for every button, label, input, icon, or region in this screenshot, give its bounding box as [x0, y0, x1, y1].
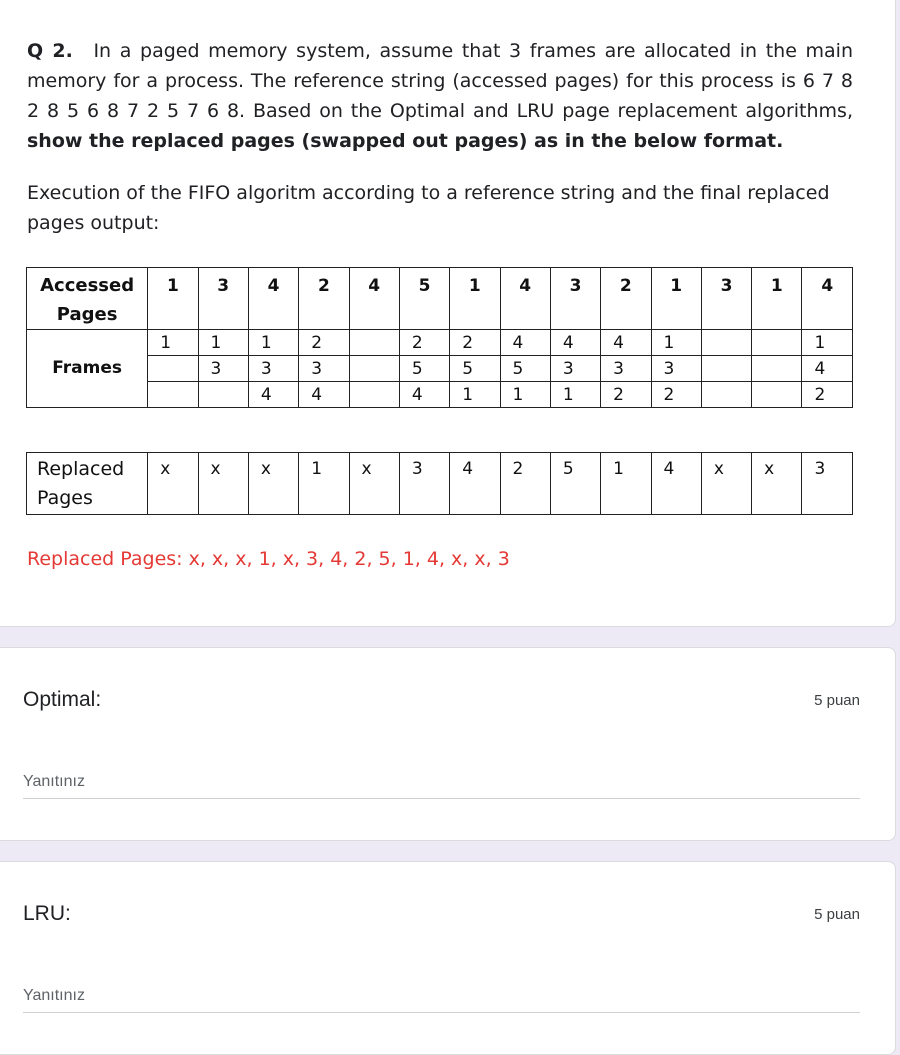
fifo-table	[26, 267, 853, 408]
optimal-question-card	[0, 647, 896, 841]
frame-cell: 2	[299, 330, 349, 356]
replaced-page-cell: 4	[651, 453, 701, 515]
frame-cell: 3	[198, 356, 248, 382]
lru-title: LRU:	[23, 902, 71, 925]
frame-cell: 4	[399, 382, 449, 408]
frame-cell	[752, 330, 802, 356]
frame-cell: 3	[550, 356, 600, 382]
frame-cell	[198, 382, 248, 408]
replaced-page-cell: x	[148, 453, 198, 515]
frame-cell	[701, 330, 751, 356]
replaced-page-cell: x	[198, 453, 248, 515]
frame-cell: 5	[399, 356, 449, 382]
optimal-answer-input[interactable]	[23, 765, 860, 799]
replaced-pages-table	[26, 452, 853, 515]
frame-cell	[752, 382, 802, 408]
frame-cell: 4	[248, 382, 298, 408]
lru-question-card	[0, 861, 896, 1055]
lru-points: 5 puan	[814, 906, 860, 923]
fifo-subheading: Execution of the FIFO algoritm according to a reference string and the final replaced pages output:	[27, 182, 830, 234]
replaced-pages-answer: Replaced Pages: x, x, x, 1, x, 3, 4, 2, 5, 1, 4, x, x, 3	[27, 548, 510, 570]
frame-cell: 1	[198, 330, 248, 356]
frame-cell	[349, 356, 399, 382]
frames-label: Frames	[27, 330, 148, 408]
frame-cell: 4	[500, 330, 550, 356]
frame-cell: 2	[651, 382, 701, 408]
accessed-page-cell: 5	[399, 268, 449, 330]
accessed-page-cell: 4	[802, 268, 853, 330]
frame-cell	[148, 382, 198, 408]
replaced-pages-label: Replaced Pages	[27, 453, 148, 515]
accessed-page-cell: 4	[248, 268, 298, 330]
question-bold-instruction: show the replaced pages (swapped out pages) as in the below format.	[27, 130, 784, 152]
replaced-row	[27, 453, 853, 515]
accessed-page-cell: 2	[601, 268, 651, 330]
frame-cell	[701, 382, 751, 408]
accessed-page-cell: 1	[651, 268, 701, 330]
frame-cell	[701, 356, 751, 382]
replaced-page-cell: x	[752, 453, 802, 515]
accessed-page-cell: 4	[500, 268, 550, 330]
frame-cell: 3	[299, 356, 349, 382]
question-body: In a paged memory system, assume that 3 frames are allocated in the main memory for a process. The reference string (accessed pages) for this process is 6 7 8 2 8 5 6 8 7 2 5 7 6 8. Based on the Optimal and LRU page replacement algorithms,	[27, 40, 853, 122]
frame-cell: 3	[248, 356, 298, 382]
frame-cell	[148, 356, 198, 382]
frame-cell: 1	[450, 382, 500, 408]
replaced-page-cell: 2	[500, 453, 550, 515]
accessed-page-cell: 1	[752, 268, 802, 330]
frame-row-2	[27, 356, 853, 382]
frame-cell: 4	[601, 330, 651, 356]
accessed-page-cell: 3	[550, 268, 600, 330]
frame-cell: 1	[802, 330, 853, 356]
frame-cell: 2	[450, 330, 500, 356]
frame-cell	[752, 356, 802, 382]
accessed-pages-label: Accessed Pages	[27, 268, 148, 330]
frame-cell: 2	[802, 382, 853, 408]
optimal-points: 5 puan	[814, 692, 860, 709]
frame-row-3	[27, 382, 853, 408]
replaced-page-cell: 1	[299, 453, 349, 515]
frame-cell: 1	[550, 382, 600, 408]
frame-cell: 1	[148, 330, 198, 356]
question-text	[27, 36, 853, 156]
frame-cell: 1	[500, 382, 550, 408]
replaced-page-cell: 5	[550, 453, 600, 515]
replaced-page-cell: 3	[399, 453, 449, 515]
replaced-page-cell: x	[248, 453, 298, 515]
frame-cell: 2	[601, 382, 651, 408]
frame-cell	[349, 382, 399, 408]
replaced-page-cell: 4	[450, 453, 500, 515]
replaced-page-cell: x	[701, 453, 751, 515]
question-number: Q 2.	[27, 40, 73, 62]
frame-cell	[349, 330, 399, 356]
accessed-row	[27, 268, 853, 330]
frame-cell: 3	[601, 356, 651, 382]
replaced-page-cell: 3	[802, 453, 853, 515]
accessed-page-cell: 3	[198, 268, 248, 330]
frame-cell: 4	[299, 382, 349, 408]
accessed-page-cell: 4	[349, 268, 399, 330]
replaced-page-cell: x	[349, 453, 399, 515]
frame-cell: 1	[248, 330, 298, 356]
frame-cell: 4	[550, 330, 600, 356]
accessed-page-cell: 3	[701, 268, 751, 330]
accessed-page-cell: 2	[299, 268, 349, 330]
frame-cell: 5	[500, 356, 550, 382]
accessed-page-cell: 1	[450, 268, 500, 330]
replaced-page-cell: 1	[601, 453, 651, 515]
frame-cell: 2	[399, 330, 449, 356]
accessed-page-cell: 1	[148, 268, 198, 330]
frame-cell: 1	[651, 330, 701, 356]
frame-cell: 5	[450, 356, 500, 382]
optimal-title: Optimal:	[23, 688, 102, 711]
frame-cell: 4	[802, 356, 853, 382]
frame-row-1	[27, 330, 853, 356]
frame-cell: 3	[651, 356, 701, 382]
lru-answer-input[interactable]	[23, 979, 860, 1013]
